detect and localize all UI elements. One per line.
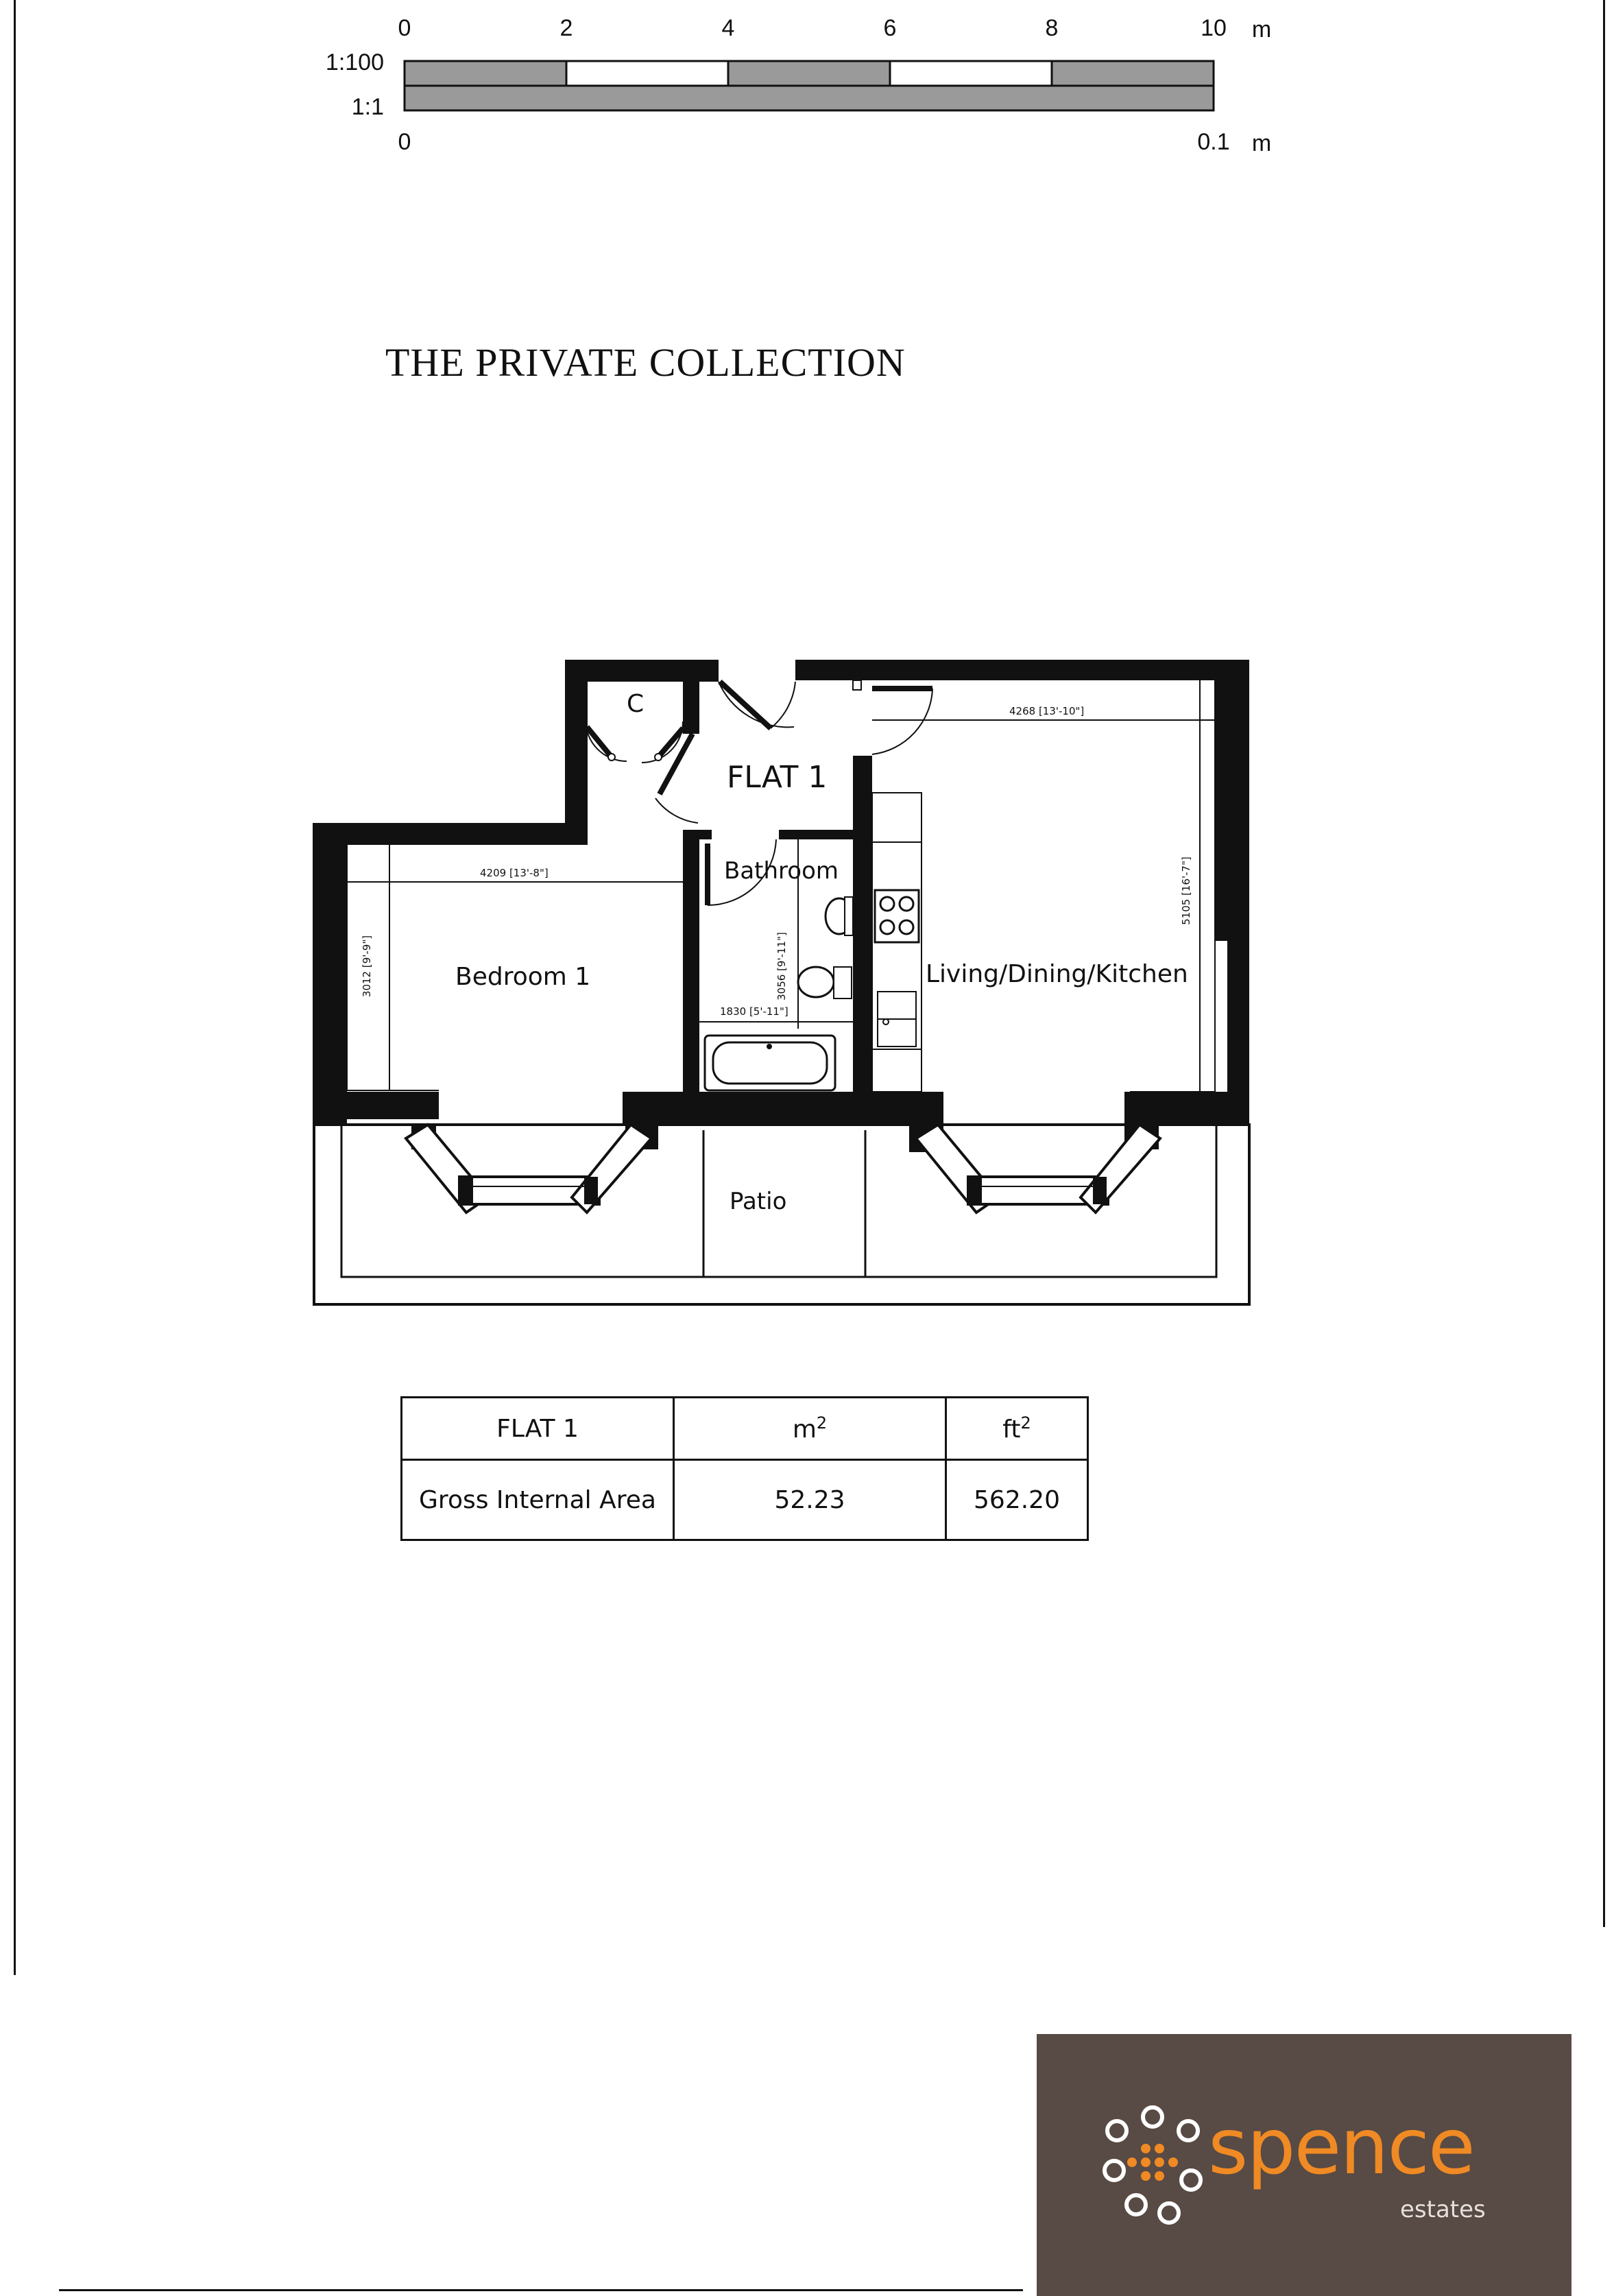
logo-ring bbox=[1141, 2105, 1164, 2129]
area-table-m2-header bbox=[674, 1398, 946, 1460]
scale-tick-2: 2 bbox=[559, 15, 573, 41]
area-table-row bbox=[402, 1460, 1088, 1540]
ft2-superscript: 2 bbox=[1020, 1413, 1031, 1433]
scale-bottom-start: 0 bbox=[398, 129, 411, 155]
logo-ring bbox=[1179, 2168, 1203, 2192]
ft2-unit: ft bbox=[1002, 1415, 1021, 1444]
logo-ring bbox=[1105, 2119, 1129, 2142]
m2-unit: m bbox=[792, 1415, 817, 1444]
scale-tick-8: 8 bbox=[1045, 15, 1059, 41]
dim-living-depth: 5105 [16'-7"] bbox=[1179, 857, 1192, 925]
gross-internal-area-ft2: 562.20 bbox=[946, 1460, 1088, 1540]
logo-ring bbox=[1157, 2201, 1181, 2225]
m2-superscript: 2 bbox=[816, 1413, 828, 1433]
logo-dot-orange bbox=[1141, 2144, 1151, 2153]
page-title: THE PRIVATE COLLECTION bbox=[385, 340, 906, 385]
area-table bbox=[400, 1396, 1089, 1541]
logo-dot-orange bbox=[1155, 2144, 1164, 2153]
scale-tick-6: 6 bbox=[883, 15, 897, 41]
area-table-ft2-header bbox=[946, 1398, 1088, 1460]
flat-label: FLAT 1 bbox=[727, 760, 828, 795]
logo-dot-orange bbox=[1168, 2157, 1178, 2167]
dim-bedroom-width: 4209 [13'-8"] bbox=[480, 867, 549, 879]
logo-dot-orange bbox=[1155, 2171, 1164, 2181]
scale-label-1-100: 1:100 bbox=[325, 49, 384, 75]
logo-sub-text: estates bbox=[1400, 2196, 1486, 2223]
scale-tick-10: 10 bbox=[1201, 15, 1227, 41]
dim-bathroom-width: 1830 [5'-11"] bbox=[720, 1005, 788, 1018]
scale-tick-0: 0 bbox=[398, 15, 411, 41]
dim-bedroom-depth: 3012 [9'-9"] bbox=[361, 935, 374, 998]
bedroom-label: Bedroom 1 bbox=[455, 963, 591, 991]
scale-label-1-1: 1:1 bbox=[351, 94, 384, 120]
gross-internal-area-label: Gross Internal Area bbox=[402, 1460, 674, 1540]
logo-dot-orange bbox=[1127, 2157, 1137, 2167]
living-label: Living/Dining/Kitchen bbox=[926, 960, 1188, 988]
gross-internal-area-m2: 52.23 bbox=[674, 1460, 946, 1540]
scale-top-unit: m bbox=[1251, 16, 1272, 43]
area-table-flat-header: FLAT 1 bbox=[402, 1398, 674, 1460]
logo-dot-orange bbox=[1155, 2157, 1164, 2167]
logo-dot-orange bbox=[1141, 2157, 1151, 2167]
logo-ring bbox=[1103, 2159, 1126, 2182]
frame-bottom-border bbox=[59, 2289, 1023, 2291]
patio-label: Patio bbox=[730, 1188, 787, 1215]
dim-living-width: 4268 [13'-10"] bbox=[1009, 705, 1085, 717]
spence-estates-logo bbox=[1037, 2034, 1571, 2296]
scale-bottom-unit: m bbox=[1251, 130, 1272, 156]
area-table-header bbox=[402, 1398, 1088, 1460]
scale-bottom-end: 0.1 bbox=[1197, 129, 1230, 155]
scale-tick-4: 4 bbox=[721, 15, 735, 41]
cupboard-label: C bbox=[627, 690, 645, 718]
dim-bathroom-depth: 3056 [9'-11"] bbox=[775, 932, 788, 1001]
logo-ring bbox=[1177, 2119, 1200, 2142]
logo-dot-orange bbox=[1141, 2171, 1151, 2181]
logo-ring bbox=[1124, 2193, 1148, 2216]
bathroom-label: Bathroom bbox=[724, 857, 839, 885]
logo-brand-text: spence bbox=[1208, 2103, 1474, 2192]
